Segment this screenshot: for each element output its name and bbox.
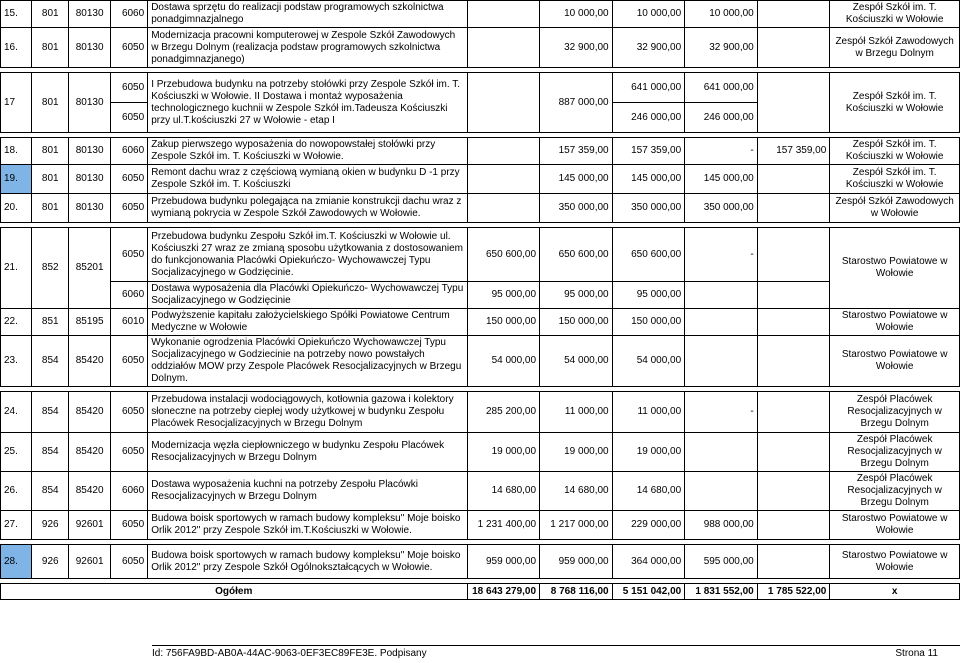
value-col-3: 150 000,00 [612,309,685,336]
task-description: Zakup pierwszego wyposażenia do nowopowstałej stołówki przy Zespole Szkół im. T. Kościuszki w Wołowie. [148,138,467,165]
rozdzial: 80130 [69,1,110,28]
row-number: 16. [1,28,32,68]
paragraf: 6050 [110,194,147,223]
value-col-2: 32 900,00 [540,28,613,68]
total-value-3: 5 151 042,00 [612,584,685,600]
row-number: 24. [1,392,32,433]
value-col-3: 14 680,00 [612,472,685,511]
value-col-5: 157 359,00 [757,138,830,165]
rozdzial: 85201 [69,228,110,309]
row-number: 15. [1,1,32,28]
document-id: Id: 756FA9BD-AB0A-44AC-9063-0EF3EC89FE3E. Podpisany [152,648,427,659]
value-col-1: 95 000,00 [467,282,540,309]
table-row [1,1,960,28]
value-col-5 [757,545,830,579]
value-col-5 [757,472,830,511]
task-description: Remont dachu wraz z częściową wymianą okien w budynku D -1 przy Zespole Szkół im. T. Kościuszki [148,165,467,194]
value-col-4: - [685,138,758,165]
value-col-2: 959 000,00 [540,545,613,579]
value-col-2: 14 680,00 [540,472,613,511]
table-row [1,73,960,103]
row-number: 26. [1,472,32,511]
value-col-1 [467,1,540,28]
value-col-3: 19 000,00 [612,433,685,472]
rozdzial: 85420 [69,336,110,387]
value-col-4: 145 000,00 [685,165,758,194]
rozdzial: 80130 [69,28,110,68]
value-col-1: 150 000,00 [467,309,540,336]
value-col-2: 350 000,00 [540,194,613,223]
value-col-3: 11 000,00 [612,392,685,433]
value-col-5 [757,1,830,28]
dzial: 852 [32,228,69,309]
value-col-4: - [685,228,758,282]
value-col-2: 10 000,00 [540,1,613,28]
total-unit: x [830,584,960,600]
task-description: Dostawa wyposażenia dla Placówki Opiekuńczo- Wychowawczej Typu Socjalizacyjnego w Godzięcinie [148,282,467,309]
dzial: 801 [32,194,69,223]
page-number: Strona 11 [895,648,938,659]
paragraf: 6060 [110,138,147,165]
table-row [1,28,960,68]
value-col-2: 157 359,00 [540,138,613,165]
dzial: 801 [32,165,69,194]
value-col-3: 641 000,00 [612,73,685,103]
value-col-3: 54 000,00 [612,336,685,387]
value-col-4 [685,309,758,336]
value-col-5 [757,511,830,540]
paragraf: 6050 [110,28,147,68]
value-col-3: 229 000,00 [612,511,685,540]
value-col-5 [757,392,830,433]
task-description: Budowa boisk sportowych w ramach budowy kompleksu" Moje boisko Orlik 2012" przy Zespole Szkół Ogólnokształcących w Wołowie. [148,545,467,579]
value-col-1 [467,165,540,194]
row-number: 27. [1,511,32,540]
executing-unit: Starostwo Powiatowe w Wołowie [830,228,960,309]
table-row [1,511,960,540]
rozdzial: 85195 [69,309,110,336]
value-col-5 [757,28,830,68]
executing-unit: Starostwo Powiatowe w Wołowie [830,336,960,387]
executing-unit: Starostwo Powiatowe w Wołowie [830,511,960,540]
executing-unit: Zespół Placówek Resocjalizacyjnych w Brzegu Dolnym [830,472,960,511]
value-col-4: 595 000,00 [685,545,758,579]
paragraf: 6060 [110,472,147,511]
row-number: 25. [1,433,32,472]
executing-unit: Zespół Szkół Zawodowych w Brzegu Dolnym [830,28,960,68]
rozdzial: 85420 [69,472,110,511]
value-col-4: - [685,392,758,433]
page-footer [152,645,960,660]
value-col-5 [757,433,830,472]
total-row [1,584,960,600]
value-col-1 [467,194,540,223]
task-description: Przebudowa budynku polegająca na zmianie konstrukcji dachu wraz z wymianą pokrycia w Zespole Szkół Zawodowych w Wołowie. [148,194,467,223]
value-col-2: 19 000,00 [540,433,613,472]
value-col-5 [757,73,830,133]
value-col-4 [685,433,758,472]
value-col-3: 145 000,00 [612,165,685,194]
dzial: 854 [32,336,69,387]
row-number: 22. [1,309,32,336]
value-col-1 [467,28,540,68]
task-description: Wykonanie ogrodzenia Placówki Opiekuńczo Wychowawczej Typu Socjalizacyjnego w Godziecinie na potrzeby nowo powstałych oddziałów MOW przy Zespole Placówek Resocjalizacyjnych w Brzegu Dolnym. [148,336,467,387]
value-col-3: 350 000,00 [612,194,685,223]
row-number: 19. [1,165,32,194]
value-col-2: 150 000,00 [540,309,613,336]
rozdzial: 85420 [69,433,110,472]
dzial: 851 [32,309,69,336]
row-number: 28. [1,545,32,579]
value-col-3: 10 000,00 [612,1,685,28]
paragraf: 6050 [110,73,147,103]
total-value-4: 1 831 552,00 [685,584,758,600]
task-description: Modernizacja pracowni komputerowej w Zespole Szkół Zawodowych w Brzegu Dolnym (realizacja podstaw programowych szkolnictwa ponadgimnazjanego) [148,28,467,68]
rozdzial: 80130 [69,138,110,165]
dzial: 854 [32,433,69,472]
dzial: 801 [32,28,69,68]
value-col-5 [757,336,830,387]
table-row [1,392,960,433]
value-col-1 [467,73,540,133]
executing-unit: Starostwo Powiatowe w Wołowie [830,545,960,579]
row-number: 21. [1,228,32,309]
value-col-5 [757,165,830,194]
value-col-2: 95 000,00 [540,282,613,309]
value-col-1: 19 000,00 [467,433,540,472]
table-row [1,282,960,309]
rozdzial: 85420 [69,392,110,433]
executing-unit: Zespół Szkół im. T. Kościuszki w Wołowie [830,1,960,28]
paragraf: 6050 [110,228,147,282]
table-row [1,545,960,579]
rozdzial: 80130 [69,165,110,194]
value-col-4: 32 900,00 [685,28,758,68]
table-row [1,433,960,472]
value-col-5 [757,282,830,309]
table-row [1,194,960,223]
paragraf: 6050 [110,392,147,433]
paragraf: 6060 [110,1,147,28]
value-col-1: 285 200,00 [467,392,540,433]
task-description: Przebudowa instalacji wodociągowych, kotłownia gazowa i kolektory słoneczne na potrzeby ciepłej wody użytkowej w budynku Zespołu Placówek Resocjalizacyjnych w Brzegu Dolnym [148,392,467,433]
value-col-3: 650 600,00 [612,228,685,282]
value-col-2: 887 000,00 [540,73,613,133]
value-col-5 [757,194,830,223]
task-description: Podwyższenie kapitału założycielskiego Spółki Powiatowe Centrum Medyczne w Wołowie [148,309,467,336]
paragraf: 6050 [110,336,147,387]
value-col-3: 246 000,00 [612,103,685,133]
dzial: 926 [32,545,69,579]
value-col-4: 350 000,00 [685,194,758,223]
dzial: 854 [32,392,69,433]
value-col-1: 1 231 400,00 [467,511,540,540]
executing-unit: Zespół Szkół im. T. Kościuszki w Wołowie [830,73,960,133]
executing-unit: Starostwo Powiatowe w Wołowie [830,309,960,336]
executing-unit: Zespół Placówek Resocjalizacyjnych w Brzegu Dolnym [830,433,960,472]
value-col-4: 641 000,00 [685,73,758,103]
paragraf: 6050 [110,511,147,540]
value-col-2: 145 000,00 [540,165,613,194]
executing-unit: Zespół Szkół im. T. Kościuszki w Wołowie [830,165,960,194]
dzial: 926 [32,511,69,540]
paragraf: 6050 [110,545,147,579]
rozdzial: 92601 [69,545,110,579]
paragraf: 6050 [110,165,147,194]
table-row [1,309,960,336]
table-row [1,228,960,282]
total-label: Ogółem [1,584,468,600]
task-description: Modernizacja węzła ciepłowniczego w budynku Zespołu Placówek Resocjalizacyjnych w Brzegu Dolnym [148,433,467,472]
value-col-3: 95 000,00 [612,282,685,309]
task-description: Przebudowa budynku Zespołu Szkół im.T. Kościuszki w Wołowie ul. Kościuszki 27 wraz ze zmianą sposobu użytkowania z dostosowaniem do funkcjonowania Placówki Opiekuńczo- Wychowawczej Typu Socjalizacyjnego w Godzięcinie. [148,228,467,282]
value-col-3: 157 359,00 [612,138,685,165]
value-col-4 [685,472,758,511]
rozdzial: 80130 [69,73,110,133]
value-col-1: 14 680,00 [467,472,540,511]
value-col-1: 650 600,00 [467,228,540,282]
value-col-2: 1 217 000,00 [540,511,613,540]
dzial: 801 [32,1,69,28]
executing-unit: Zespół Szkół im. T. Kościuszki w Wołowie [830,138,960,165]
value-col-3: 364 000,00 [612,545,685,579]
dzial: 801 [32,138,69,165]
value-col-5 [757,309,830,336]
value-col-5 [757,228,830,282]
total-value-2: 8 768 116,00 [540,584,613,600]
paragraf: 6060 [110,282,147,309]
table-row [1,138,960,165]
rozdzial: 92601 [69,511,110,540]
dzial: 801 [32,73,69,133]
task-description: I Przebudowa budynku na potrzeby stołówki przy Zespole Szkół im. T. Kościuszki w Wołowie. II Dostawa i montaż wyposażenia technologicznego kuchnii w Zespole Szkół im.Tadeusza Kościuszki przy ul.T.kościuszki 27 w Wołowie - etap I [148,73,467,133]
row-number: 23. [1,336,32,387]
value-col-2: 650 600,00 [540,228,613,282]
value-col-3: 32 900,00 [612,28,685,68]
rozdzial: 80130 [69,194,110,223]
value-col-1: 54 000,00 [467,336,540,387]
value-col-4: 10 000,00 [685,1,758,28]
task-description: Dostawa sprzętu do realizacji podstaw programowych szkolnictwa ponadgimnazjalnego [148,1,467,28]
row-number: 17 [1,73,32,133]
executing-unit: Zespół Placówek Resocjalizacyjnych w Brzegu Dolnym [830,392,960,433]
value-col-4: 246 000,00 [685,103,758,133]
paragraf: 6050 [110,103,147,133]
paragraf: 6050 [110,433,147,472]
task-description: Budowa boisk sportowych w ramach budowy kompleksu" Moje boisko Orlik 2012" przy Zespole Szkół im.T.Kościuszki w Wołowie. [148,511,467,540]
table-row [1,336,960,387]
value-col-4 [685,282,758,309]
paragraf: 6010 [110,309,147,336]
executing-unit: Zespół Szkół Zawodowych w Wołowie [830,194,960,223]
value-col-2: 54 000,00 [540,336,613,387]
row-number: 20. [1,194,32,223]
task-description: Dostawa wyposażenia kuchni na potrzeby Zespołu Placówki Resocjalizacyjnych w Brzegu Dolnym [148,472,467,511]
value-col-1 [467,138,540,165]
dzial: 854 [32,472,69,511]
total-value-5: 1 785 522,00 [757,584,830,600]
total-value-1: 18 643 279,00 [467,584,540,600]
value-col-4 [685,336,758,387]
value-col-1: 959 000,00 [467,545,540,579]
table-row [1,472,960,511]
row-number: 18. [1,138,32,165]
value-col-2: 11 000,00 [540,392,613,433]
table-row [1,165,960,194]
value-col-4: 988 000,00 [685,511,758,540]
